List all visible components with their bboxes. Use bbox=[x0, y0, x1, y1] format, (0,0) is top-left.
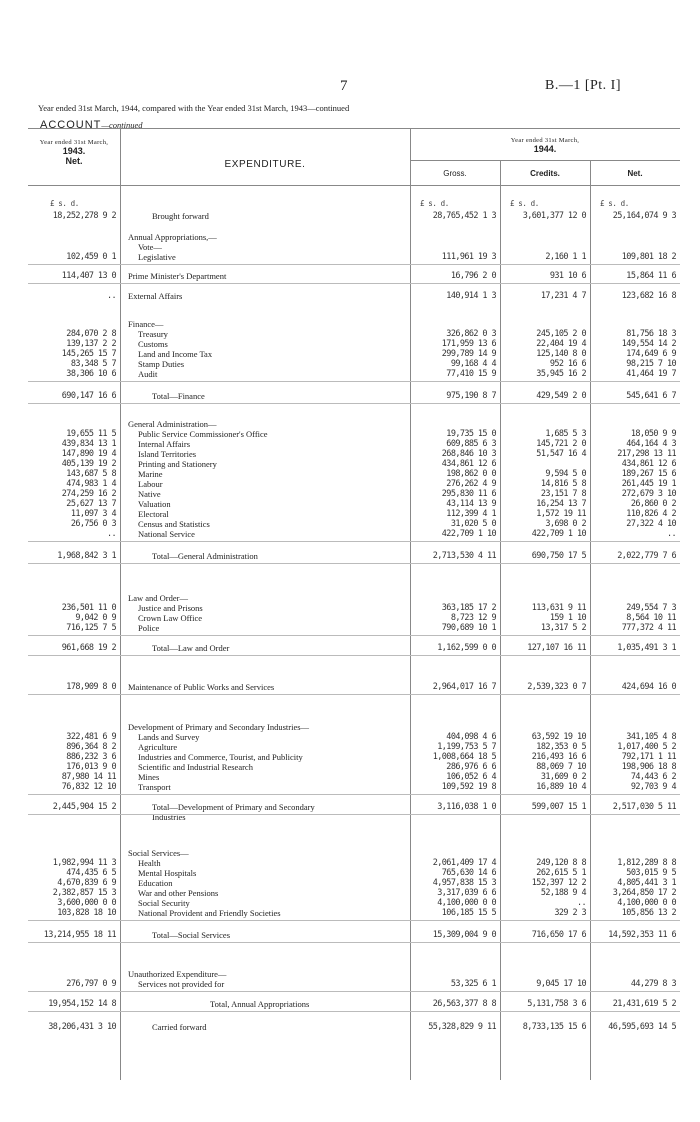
gross-header: Gross. bbox=[443, 169, 467, 178]
col-divider-1 bbox=[120, 128, 121, 1080]
net-cell: 92,703 9 4 bbox=[630, 782, 676, 792]
row-label: National Service bbox=[138, 529, 195, 539]
net-cell: 4,805,441 3 1 bbox=[617, 878, 676, 888]
credits-cell: 13,317 5 2 bbox=[540, 623, 586, 633]
credits-cell: 249,120 8 8 bbox=[536, 858, 586, 868]
page-reference: B.—1 [Pt. I] bbox=[545, 78, 621, 93]
row-label: Law and Order— bbox=[128, 593, 188, 603]
row-label: Total—Development of Primary and Secondary Industries bbox=[152, 802, 315, 822]
net-cell: 1,017,400 5 2 bbox=[617, 742, 676, 752]
row-rule bbox=[28, 920, 680, 921]
gross-cell: 609,885 6 3 bbox=[446, 439, 496, 449]
credits-cell: 429,549 2 0 bbox=[536, 391, 586, 401]
prev-net-cell: 4,670,839 6 9 bbox=[57, 878, 116, 888]
prev-net-cell: 18,252,278 9 2 bbox=[52, 211, 116, 221]
gross-cell: 15,309,004 9 0 bbox=[432, 930, 496, 940]
credits-cell: 14,816 5 8 bbox=[540, 479, 586, 489]
net-cell: 189,267 15 6 bbox=[621, 469, 676, 479]
net-cell: 8,564 10 11 bbox=[626, 613, 676, 623]
credits-cell: 16,254 13 7 bbox=[536, 499, 586, 509]
row-label: Valuation bbox=[138, 499, 171, 509]
row-label: Island Territories bbox=[138, 449, 197, 459]
net-cell: 26,860 0 2 bbox=[630, 499, 676, 509]
credits-cell: 51,547 16 4 bbox=[536, 449, 586, 459]
page-number: 7 bbox=[340, 78, 348, 94]
credits-cell: 63,592 19 10 bbox=[531, 732, 586, 742]
credits-cell: 88,069 7 10 bbox=[536, 762, 586, 772]
credits-cell: 22,404 19 4 bbox=[536, 339, 586, 349]
account-title: ACCOUNT bbox=[40, 119, 102, 131]
prev-net-label: Net. bbox=[65, 156, 83, 166]
row-label: Total—Finance bbox=[152, 391, 205, 401]
gross-cell: 295,830 11 6 bbox=[441, 489, 496, 499]
credits-cell: 127,107 16 11 bbox=[527, 643, 586, 653]
row-rule bbox=[28, 403, 680, 404]
gross-cell: 299,789 14 9 bbox=[441, 349, 496, 359]
row-label: Prime Minister's Department bbox=[128, 271, 227, 281]
gross-cell: 1,199,753 5 7 bbox=[437, 742, 496, 752]
prev-net-cell: 236,501 11 0 bbox=[61, 603, 116, 613]
units-net: £ s. d. bbox=[600, 199, 629, 208]
expenditure-header: EXPENDITURE. bbox=[224, 159, 306, 170]
credits-cell: 9,045 17 10 bbox=[536, 979, 586, 989]
net-cell: 149,554 14 2 bbox=[621, 339, 676, 349]
prev-net-cell: 886,232 3 6 bbox=[66, 752, 116, 762]
row-label: Public Service Commissioner's Office bbox=[138, 429, 268, 439]
net-cell: 174,649 6 9 bbox=[626, 349, 676, 359]
credits-cell: 216,493 16 6 bbox=[531, 752, 586, 762]
prev-net-cell: 284,070 2 8 bbox=[66, 329, 116, 339]
row-label: Mines bbox=[138, 772, 160, 782]
credits-cell: 23,151 7 8 bbox=[540, 489, 586, 499]
prev-net-cell: 1,968,842 3 1 bbox=[57, 551, 116, 561]
row-label: Audit bbox=[138, 369, 158, 379]
net-cell: 25,164,074 9 3 bbox=[612, 211, 676, 221]
gross-cell: 112,399 4 1 bbox=[446, 509, 496, 519]
gross-cell: 111,961 19 3 bbox=[441, 252, 496, 262]
gross-cell: 404,098 4 6 bbox=[446, 732, 496, 742]
gross-cell: 2,964,017 16 7 bbox=[432, 682, 496, 692]
row-label: Health bbox=[138, 858, 161, 868]
row-label: Treasury bbox=[138, 329, 168, 339]
net-cell: 110,826 4 2 bbox=[626, 509, 676, 519]
credits-cell: 31,609 0 2 bbox=[540, 772, 586, 782]
row-rule bbox=[28, 635, 680, 636]
credits-cell: 599,007 15 1 bbox=[531, 802, 586, 812]
net-cell: 27,322 4 10 bbox=[626, 519, 676, 529]
row-label: Internal Affairs bbox=[138, 439, 191, 449]
gross-cell: 790,689 10 1 bbox=[441, 623, 496, 633]
row-rule bbox=[28, 814, 680, 815]
credits-cell: .. bbox=[576, 898, 586, 908]
row-label: National Provident and Friendly Societies bbox=[138, 908, 281, 918]
net-cell: 2,022,779 7 6 bbox=[617, 551, 676, 561]
gross-cell: 106,185 15 5 bbox=[441, 908, 496, 918]
row-label: Justice and Prisons bbox=[138, 603, 203, 613]
net-cell: 74,443 6 2 bbox=[630, 772, 676, 782]
credits-cell: 125,140 8 0 bbox=[536, 349, 586, 359]
prev-net-cell: 102,459 0 1 bbox=[66, 252, 116, 262]
row-rule bbox=[28, 694, 680, 695]
credits-cell: 152,397 12 2 bbox=[531, 878, 586, 888]
net-cell: 434,861 12 6 bbox=[621, 459, 676, 469]
prev-net-cell: .. bbox=[106, 291, 116, 301]
net-cell: 21,431,619 5 2 bbox=[612, 999, 676, 1009]
net-cell: 3,264,850 17 2 bbox=[612, 888, 676, 898]
net-cell: 777,372 4 11 bbox=[621, 623, 676, 633]
gross-cell: 3,116,038 1 0 bbox=[437, 802, 496, 812]
gross-cell: 3,317,039 6 6 bbox=[437, 888, 496, 898]
net-cell: 249,554 7 3 bbox=[626, 603, 676, 613]
credits-cell: 145,721 2 0 bbox=[536, 439, 586, 449]
net-cell: 272,679 3 10 bbox=[621, 489, 676, 499]
prev-net-cell: 690,147 16 6 bbox=[61, 391, 116, 401]
net-cell: 98,215 7 10 bbox=[626, 359, 676, 369]
units-prev: £ s. d. bbox=[50, 199, 79, 208]
credits-cell: 422,709 1 10 bbox=[531, 529, 586, 539]
net-cell: 424,694 16 0 bbox=[621, 682, 676, 692]
prev-net-cell: 474,983 1 4 bbox=[66, 479, 116, 489]
row-label: Stamp Duties bbox=[138, 359, 185, 369]
prev-net-cell: 103,828 18 10 bbox=[57, 908, 116, 918]
net-cell: 198,906 18 8 bbox=[621, 762, 676, 772]
prev-net-cell: 19,954,152 14 8 bbox=[48, 999, 116, 1009]
row-label: Land and Income Tax bbox=[138, 349, 213, 359]
account-heading bbox=[40, 119, 142, 131]
gross-cell: 109,592 19 8 bbox=[441, 782, 496, 792]
credits-cell: 262,615 5 1 bbox=[536, 868, 586, 878]
row-label: General Administration— bbox=[128, 419, 217, 429]
credits-cell: 1,572 19 11 bbox=[536, 509, 586, 519]
net-cell: 14,592,353 11 6 bbox=[608, 930, 676, 940]
credits-cell: 5,131,758 3 6 bbox=[527, 999, 586, 1009]
row-label: Industries and Commerce, Tourist, and Publicity bbox=[138, 752, 303, 762]
gross-cell: 363,185 17 2 bbox=[441, 603, 496, 613]
prev-net-cell: 147,890 19 4 bbox=[61, 449, 116, 459]
prev-net-cell: 405,139 19 2 bbox=[61, 459, 116, 469]
units-gross: £ s. d. bbox=[420, 199, 449, 208]
prev-year: 1943. bbox=[62, 146, 86, 156]
row-label: Native bbox=[138, 489, 161, 499]
prev-net-cell: 961,668 19 2 bbox=[61, 643, 116, 653]
prev-net-cell: 2,445,904 15 2 bbox=[52, 802, 116, 812]
prev-net-cell: 143,687 5 8 bbox=[66, 469, 116, 479]
row-label: Marine bbox=[138, 469, 163, 479]
gross-cell: 268,846 10 3 bbox=[441, 449, 496, 459]
units-credits: £ s. d. bbox=[510, 199, 539, 208]
prev-net-cell: 716,125 7 5 bbox=[66, 623, 116, 633]
credits-cell: 1,685 5 3 bbox=[545, 429, 586, 439]
credits-cell: 3,601,377 12 0 bbox=[522, 211, 586, 221]
prev-year-header bbox=[28, 139, 120, 167]
row-label: Scientific and Industrial Research bbox=[138, 762, 253, 772]
gross-cell: 975,190 8 7 bbox=[446, 391, 496, 401]
row-label: Carried forward bbox=[152, 1022, 207, 1032]
net-cell: 15,864 11 6 bbox=[626, 271, 676, 281]
credits-cell: 16,889 10 4 bbox=[536, 782, 586, 792]
prev-net-cell: 139,137 2 2 bbox=[66, 339, 116, 349]
row-rule bbox=[28, 655, 680, 656]
net-cell: 4,100,000 0 0 bbox=[617, 898, 676, 908]
gross-cell: 4,957,838 15 3 bbox=[432, 878, 496, 888]
row-label: Maintenance of Public Works and Services bbox=[128, 682, 275, 692]
subtitle bbox=[38, 103, 349, 113]
net-cell: 1,812,289 8 8 bbox=[617, 858, 676, 868]
row-label: Development of Primary and Secondary Industries— bbox=[128, 722, 310, 732]
credits-cell: 159 1 10 bbox=[549, 613, 586, 623]
net-header: Net. bbox=[627, 169, 643, 178]
gross-cell: 43,114 13 9 bbox=[446, 499, 496, 509]
row-label: External Affairs bbox=[128, 291, 183, 301]
credits-cell: 182,353 0 5 bbox=[536, 742, 586, 752]
prev-net-cell: 274,259 16 2 bbox=[61, 489, 116, 499]
gross-cell: 2,713,530 4 11 bbox=[432, 551, 496, 561]
gross-cell: 434,861 12 6 bbox=[441, 459, 496, 469]
gross-cell: 171,959 13 6 bbox=[441, 339, 496, 349]
gross-cell: 326,862 0 3 bbox=[446, 329, 496, 339]
row-label: Legislative bbox=[138, 252, 176, 262]
gross-cell: 765,630 14 6 bbox=[441, 868, 496, 878]
gross-cell: 198,862 0 0 bbox=[446, 469, 496, 479]
net-cell: 123,682 16 8 bbox=[621, 291, 676, 301]
credits-cell: 8,733,135 15 6 bbox=[522, 1022, 586, 1032]
row-label: Crown Law Office bbox=[138, 613, 203, 623]
credits-cell: 329 2 3 bbox=[554, 908, 586, 918]
row-label: Vote— bbox=[138, 242, 162, 252]
prev-net-cell: 87,980 14 11 bbox=[61, 772, 116, 782]
row-label: Mental Hospitals bbox=[138, 868, 197, 878]
prev-net-cell: 38,306 10 6 bbox=[66, 369, 116, 379]
net-cell: 2,517,030 5 11 bbox=[612, 802, 676, 812]
credits-cell: 2,160 1 1 bbox=[545, 252, 586, 262]
prev-net-cell: 176,013 9 0 bbox=[66, 762, 116, 772]
credits-cell: 35,945 16 2 bbox=[536, 369, 586, 379]
credits-cell: 113,631 9 11 bbox=[531, 603, 586, 613]
gross-cell: 99,168 4 4 bbox=[450, 359, 496, 369]
row-label: Social Security bbox=[138, 898, 190, 908]
prev-net-cell: 3,600,000 0 0 bbox=[57, 898, 116, 908]
credits-cell: 9,594 5 0 bbox=[545, 469, 586, 479]
gross-cell: 1,008,664 18 5 bbox=[432, 752, 496, 762]
row-label: Labour bbox=[138, 479, 163, 489]
cur-year: 1944. bbox=[533, 144, 557, 154]
credits-cell: 952 16 6 bbox=[549, 359, 586, 369]
gross-cell: 8,723 12 9 bbox=[450, 613, 496, 623]
gross-cell: 4,100,000 0 0 bbox=[437, 898, 496, 908]
prev-net-cell: 13,214,955 18 11 bbox=[43, 930, 116, 940]
cur-year-label: Year ended 31st March, bbox=[510, 137, 580, 144]
gross-cell: 28,765,452 1 3 bbox=[432, 211, 496, 221]
gross-cell: 26,563,377 8 8 bbox=[432, 999, 496, 1009]
row-label: Total—Law and Order bbox=[152, 643, 230, 653]
net-cell: 792,171 1 11 bbox=[621, 752, 676, 762]
row-rule bbox=[28, 381, 680, 382]
credits-cell: 245,105 2 0 bbox=[536, 329, 586, 339]
gross-cell: 1,162,599 0 0 bbox=[437, 643, 496, 653]
prev-net-cell: 9,042 0 9 bbox=[75, 613, 116, 623]
gross-cell: 77,410 15 9 bbox=[446, 369, 496, 379]
subtitle-text: Year ended 31st March, 1944, compared with the Year ended 31st March, 1943—continued bbox=[38, 103, 350, 113]
credits-header: Credits. bbox=[530, 169, 560, 178]
credits-cell: 690,750 17 5 bbox=[531, 551, 586, 561]
prev-net-cell: 178,909 8 0 bbox=[66, 682, 116, 692]
prev-net-cell: 2,382,857 15 3 bbox=[52, 888, 116, 898]
net-cell: 41,464 19 7 bbox=[626, 369, 676, 379]
net-cell: 109,801 18 2 bbox=[621, 252, 676, 262]
net-cell: .. bbox=[666, 529, 676, 539]
prev-net-cell: 114,407 13 0 bbox=[61, 271, 116, 281]
row-label: Total—Social Services bbox=[152, 930, 231, 940]
net-cell: 18,050 9 9 bbox=[630, 429, 676, 439]
rule-header-bottom bbox=[28, 185, 680, 186]
row-label: Total, Annual Appropriations bbox=[210, 999, 310, 1009]
row-label: Finance— bbox=[128, 319, 164, 329]
prev-net-cell: 19,655 11 5 bbox=[66, 429, 116, 439]
prev-net-cell: 76,832 12 10 bbox=[61, 782, 116, 792]
row-label: Police bbox=[138, 623, 160, 633]
row-rule bbox=[28, 991, 680, 992]
row-label: Education bbox=[138, 878, 173, 888]
row-label: Lands and Survey bbox=[138, 732, 200, 742]
row-label: Services not provided for bbox=[138, 979, 225, 989]
cur-year-header bbox=[410, 137, 680, 155]
net-cell: 1,035,491 3 1 bbox=[617, 643, 676, 653]
net-cell: 464,164 4 3 bbox=[626, 439, 676, 449]
row-label: Total—General Administration bbox=[152, 551, 258, 561]
row-rule bbox=[28, 541, 680, 542]
credits-cell: 17,231 4 7 bbox=[540, 291, 586, 301]
row-label: Electoral bbox=[138, 509, 169, 519]
prev-net-cell: 25,627 13 7 bbox=[66, 499, 116, 509]
credits-cell: 716,650 17 6 bbox=[531, 930, 586, 940]
prev-net-cell: 11,097 3 4 bbox=[70, 509, 116, 519]
row-label: Printing and Stationery bbox=[138, 459, 217, 469]
net-cell: 217,298 13 11 bbox=[617, 449, 676, 459]
row-rule bbox=[28, 942, 680, 943]
gross-cell: 31,020 5 0 bbox=[450, 519, 496, 529]
account-suffix: —continued bbox=[101, 120, 143, 130]
credits-cell: 52,188 9 4 bbox=[540, 888, 586, 898]
net-cell: 81,756 18 3 bbox=[626, 329, 676, 339]
row-label: Social Services— bbox=[128, 848, 189, 858]
prev-net-cell: 322,481 6 9 bbox=[66, 732, 116, 742]
prev-net-cell: 474,435 6 5 bbox=[66, 868, 116, 878]
prev-net-cell: 83,348 5 7 bbox=[70, 359, 116, 369]
gross-cell: 276,262 4 9 bbox=[446, 479, 496, 489]
net-cell: 44,279 8 3 bbox=[630, 979, 676, 989]
prev-net-cell: 145,265 15 7 bbox=[61, 349, 116, 359]
credits-cell: 2,539,323 0 7 bbox=[527, 682, 586, 692]
credits-cell: 3,698 0 2 bbox=[545, 519, 586, 529]
row-label: Brought forward bbox=[152, 211, 209, 221]
prev-net-cell: 1,982,994 11 3 bbox=[52, 858, 116, 868]
row-label: Transport bbox=[138, 782, 171, 792]
gross-cell: 19,735 15 0 bbox=[446, 429, 496, 439]
net-cell: 105,856 13 2 bbox=[621, 908, 676, 918]
gross-cell: 2,061,409 17 4 bbox=[432, 858, 496, 868]
row-rule bbox=[28, 1011, 680, 1012]
rule-top bbox=[28, 128, 680, 129]
row-rule bbox=[28, 794, 680, 795]
net-cell: 46,595,693 14 5 bbox=[608, 1022, 676, 1032]
gross-cell: 286,976 6 6 bbox=[446, 762, 496, 772]
prev-net-cell: 896,364 8 2 bbox=[66, 742, 116, 752]
gross-cell: 140,914 1 3 bbox=[446, 291, 496, 301]
row-label: Unauthorized Expenditure— bbox=[128, 969, 227, 979]
row-rule bbox=[28, 264, 680, 265]
row-label: Census and Statistics bbox=[138, 519, 210, 529]
row-label: Agriculture bbox=[138, 742, 178, 752]
gross-cell: 106,052 6 4 bbox=[446, 772, 496, 782]
row-rule bbox=[28, 283, 680, 284]
credits-cell: 931 10 6 bbox=[549, 271, 586, 281]
prev-net-cell: .. bbox=[106, 529, 116, 539]
row-label: Customs bbox=[138, 339, 168, 349]
net-cell: 261,445 19 1 bbox=[621, 479, 676, 489]
net-cell: 341,105 4 8 bbox=[626, 732, 676, 742]
prev-net-cell: 439,834 13 1 bbox=[61, 439, 116, 449]
row-rule bbox=[28, 563, 680, 564]
prev-year-label: Year ended 31st March, bbox=[39, 139, 109, 146]
gross-cell: 53,325 6 1 bbox=[450, 979, 496, 989]
gross-cell: 422,709 1 10 bbox=[441, 529, 496, 539]
row-label: War and other Pensions bbox=[138, 888, 219, 898]
net-cell: 503,015 9 5 bbox=[626, 868, 676, 878]
gross-cell: 55,328,829 9 11 bbox=[428, 1022, 496, 1032]
row-label: Annual Appropriations,— bbox=[128, 232, 217, 242]
prev-net-cell: 38,206,431 3 10 bbox=[48, 1022, 116, 1032]
prev-net-cell: 276,797 0 9 bbox=[66, 979, 116, 989]
net-cell: 545,641 6 7 bbox=[626, 391, 676, 401]
rule-subheader bbox=[410, 160, 680, 161]
gross-cell: 16,796 2 0 bbox=[450, 271, 496, 281]
prev-net-cell: 26,756 0 3 bbox=[70, 519, 116, 529]
